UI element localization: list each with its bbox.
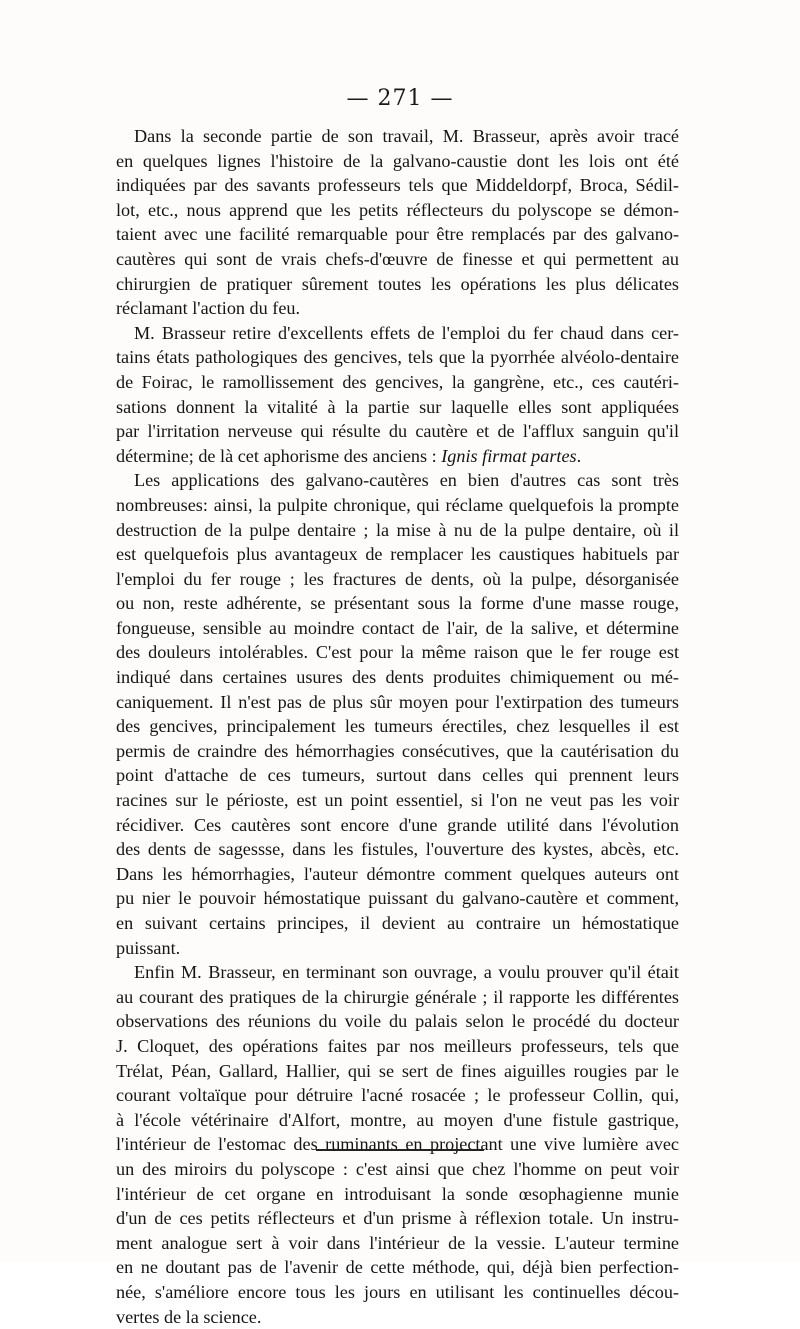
text-line: en suivant certains principes, il devient au contraire un hémostatique <box>116 911 679 936</box>
text-line: par l'irritation nerveuse qui résulte du cautère et de l'afflux sanguin qu'il <box>116 419 679 444</box>
text-line: indiqué dans certaines usures des dents produites chimiquement ou mé- <box>116 665 679 690</box>
text-line: l'intérieur de l'estomac des ruminants en projectant une vive lumière avec <box>116 1132 679 1157</box>
paragraph-1 <box>116 124 679 321</box>
text-line: Enfin M. Brasseur, en terminant son ouvrage, a voulu prouver qu'il était <box>116 960 679 985</box>
text-line: à l'école vétérinaire d'Alfort, montre, au moyen d'une fistule gastrique, <box>116 1108 679 1133</box>
text-line: nombreuses: ainsi, la pulpite chronique, qui réclame quelquefois la prompte <box>116 493 679 518</box>
end-rule <box>316 1149 484 1151</box>
paragraph-3 <box>116 468 679 960</box>
text-line: fongueuse, sensible au moindre contact de l'air, de la salive, et détermine <box>116 616 679 641</box>
text-line: Dans la seconde partie de son travail, M. Brasseur, après avoir tracé <box>116 124 679 149</box>
text-line: un des miroirs du polyscope : c'est ainsi que chez l'homme on peut voir <box>116 1157 679 1182</box>
text-line: est quelquefois plus avantageux de remplacer les caustiques habituels par <box>116 542 679 567</box>
text-line: caniquement. Il n'est pas de plus sûr moyen pour l'extirpation des tumeurs <box>116 690 679 715</box>
text-line: point d'attache de ces tumeurs, surtout dans celles qui prennent leurs <box>116 763 679 788</box>
text-line: lot, etc., nous apprend que les petits réflecteurs du polyscope se démon- <box>116 198 679 223</box>
text-line: tains états pathologiques des gencives, tels que la pyorrhée alvéolo-dentaire <box>116 345 679 370</box>
paragraph-4 <box>116 960 679 1329</box>
text-line: née, s'améliore encore tous les jours en utilisant les continuelles décou- <box>116 1280 679 1305</box>
text-line: des dents de sagessse, dans les fistules, l'ouverture des kystes, abcès, etc. <box>116 837 679 862</box>
text-line: pu nier le pouvoir hémostatique puissant du galvano-cautère et comment, <box>116 886 679 911</box>
text-line: détermine; de là cet aphorisme des anciens : Ignis firmat partes. <box>116 444 679 469</box>
text-line: indiquées par des savants professeurs tels que Middeldorpf, Broca, Sédil- <box>116 173 679 198</box>
text-line: Les applications des galvano-cautères en bien d'autres cas sont très <box>116 468 679 493</box>
text-line: au courant des pratiques de la chirurgie générale ; il rapporte les différentes <box>116 985 679 1010</box>
text-line: M. Brasseur retire d'excellents effets de l'emploi du fer chaud dans cer- <box>116 321 679 346</box>
text-line: de Foirac, le ramollissement des gencives, la gangrène, etc., ces cautéri- <box>116 370 679 395</box>
text-line: récidiver. Ces cautères sont encore d'une grande utilité dans l'évolution <box>116 813 679 838</box>
text-line: destruction de la pulpe dentaire ; la mise à nu de la pulpe dentaire, où il <box>116 518 679 543</box>
text-line: puissant. <box>116 936 679 961</box>
text-line: des douleurs intolérables. C'est pour la même raison que le fer rouge est <box>116 640 679 665</box>
page-number: — 271 — <box>0 86 800 111</box>
text-line: en quelques lignes l'histoire de la galvano-caustie dont les lois ont été <box>116 149 679 174</box>
text-line: ou non, reste adhérente, se présentant sous la forme d'une masse rouge, <box>116 591 679 616</box>
text-line: J. Cloquet, des opérations faites par nos meilleurs professeurs, tels que <box>116 1034 679 1059</box>
text-line: ment analogue sert à voir dans l'intérieur de la vessie. L'auteur termine <box>116 1231 679 1256</box>
text-line: taient avec une facilité remarquable pour être remplacés par des galvano- <box>116 222 679 247</box>
text-line: des gencives, principalement les tumeurs érectiles, chez lesquelles il est <box>116 714 679 739</box>
text-line: racines sur le périoste, est un point essentiel, si l'on ne veut pas les voir <box>116 788 679 813</box>
text-line: vertes de la science. <box>116 1305 679 1329</box>
text-line: sations donnent la vitalité à la partie sur laquelle elles sont appliquées <box>116 395 679 420</box>
text-line: Dans les hémorrhagies, l'auteur démontre comment quelques auteurs ont <box>116 862 679 887</box>
text-line: Trélat, Péan, Gallard, Hallier, qui se sert de fines aiguilles rougies par le <box>116 1059 679 1084</box>
paragraph-2 <box>116 321 679 469</box>
latin-aphorism: Ignis firmat partes <box>441 446 576 466</box>
text-line: chirurgien de pratiquer sûrement toutes les opérations les plus délicates <box>116 272 679 297</box>
text-line: réclamant l'action du feu. <box>116 296 679 321</box>
text-line: cautères qui sont de vrais chefs-d'œuvre de finesse et qui permettent au <box>116 247 679 272</box>
text-line: en ne doutant pas de l'avenir de cette méthode, qui, déjà bien perfection- <box>116 1255 679 1280</box>
text-line: l'intérieur de cet organe en introduisant la sonde œsophagienne munie <box>116 1182 679 1207</box>
text-line: courant voltaïque pour détruire l'acné rosacée ; le professeur Collin, qui, <box>116 1083 679 1108</box>
text-line: d'un de ces petits réflecteurs et d'un prisme à réflexion totale. Un instru- <box>116 1206 679 1231</box>
text-line: permis de craindre des hémorrhagies consécutives, que la cautérisation du <box>116 739 679 764</box>
text-line: observations des réunions du voile du palais selon le procédé du docteur <box>116 1009 679 1034</box>
text-line: l'emploi du fer rouge ; les fractures de dents, où la pulpe, désorganisée <box>116 567 679 592</box>
